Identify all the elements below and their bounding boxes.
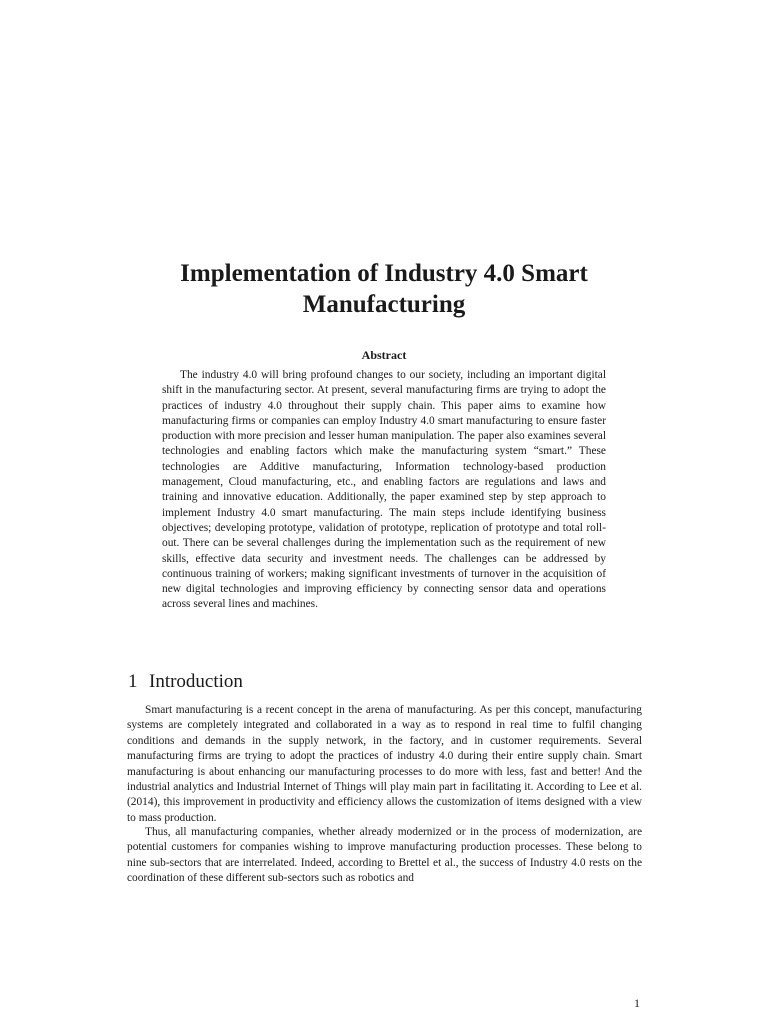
paper-title: Implementation of Industry 4.0 Smart Manufacturing	[180, 260, 588, 318]
section-title: Introduction	[149, 671, 243, 692]
body-paragraph: Thus, all manufacturing companies, whether already modernized or in the process of modernization, are potential customers for companies wishing to improve manufacturing production processes. These belong to nine sub-sectors that are interrelated. Indeed, according to Brettel et al., the success of Industry 4.0 rests on the coordination of these different sub-sectors such as robotics and	[127, 826, 642, 885]
section-heading	[128, 671, 243, 693]
section-number: 1	[128, 671, 138, 692]
body-paragraph: Smart manufacturing is a recent concept in the arena of manufacturing. As per this concept, manufacturing systems are completely integrated and collaborated in a way as to respond in real time to fulfil changing conditions and demands in the supply network, in the factory, and in customer requirements. Several manufacturing firms are trying to adopt the practices of industry 4.0 during their entire supply chain. Smart manufacturing is about enhancing our manufacturing processes to do more with less, fast and better! And the industrial analytics and Industrial Internet of Things will play main part in facilitating it. According to Lee et al. (2014), this improvement in productivity and efficiency allows the customization of items designed with a view to mass production.	[127, 704, 642, 824]
page-number: 1	[634, 996, 640, 1010]
abstract-heading: Abstract	[361, 348, 407, 362]
abstract-text: The industry 4.0 will bring profound changes to our society, including an important digital shift in the manufacturing sector. At present, several manufacturing firms are trying to adopt the practices of industry 4.0 throughout their supply chain. This paper aims to examine how manufacturing firms or companies can employ Industry 4.0 smart manufacturing to ensure faster production with more precision and lesser human manipulation. The paper also examines several technologies and enabling factors which make the manufacturing system “smart.” These technologies are Additive manufacturing, Information technology-based production management, Cloud manufacturing, etc., and enabling factors are regulations and laws and training and innovative education. Additionally, the paper examined step by step approach to implement Industry 4.0 smart manufacturing. The main steps include identifying business objectives; developing prototype, validation of prototype, replication of prototype and total roll-out. There can be several challenges during the implementation such as the requirement of new skills, effective data security and investment needs. The challenges can be addressed by continuous training of workers; making significant investments of turnover in the acquisition of new digital technologies and improving efficiency by connecting sensor data and operations across several lines and machines.	[162, 369, 606, 611]
